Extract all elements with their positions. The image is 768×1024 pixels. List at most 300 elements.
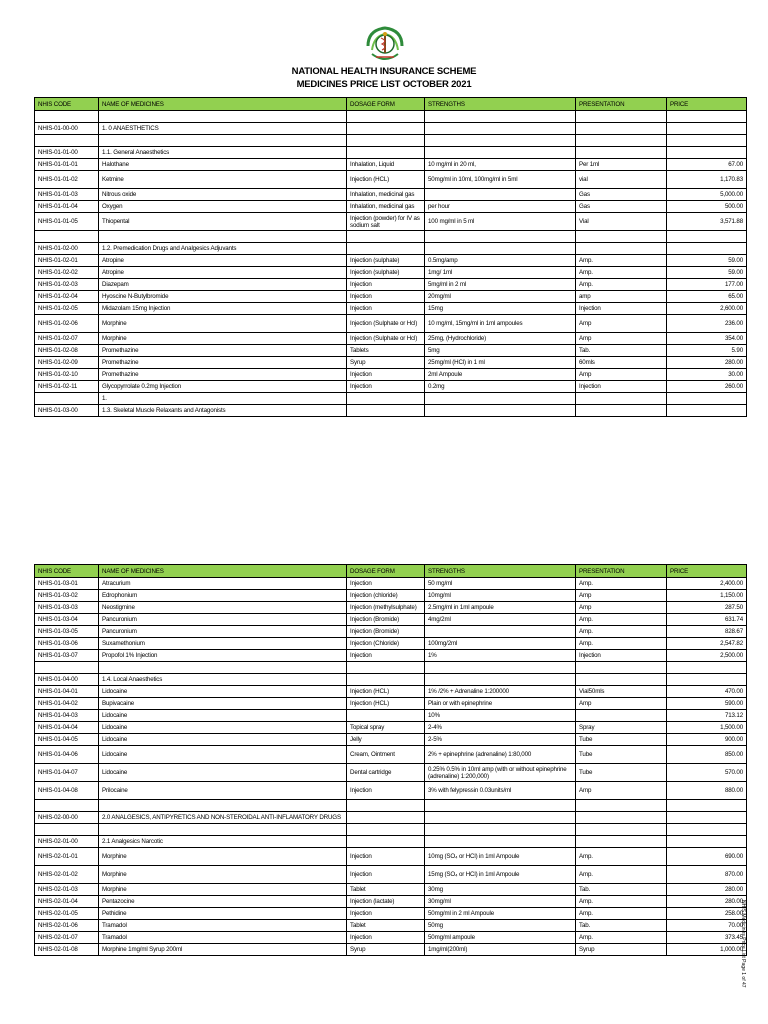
cell-dosage-form: Injection <box>347 369 425 381</box>
cell-dosage-form <box>347 800 425 812</box>
cell-strength: 10 mg/ml, 15mg/ml in 1ml ampoules <box>425 315 576 333</box>
document-subtitle: MEDICINES PRICE LIST OCTOBER 2021 <box>296 79 472 90</box>
cell-code: NHIS-01-01-05 <box>35 213 99 231</box>
cell-price: 880.00 <box>667 782 747 800</box>
table-row <box>35 381 747 393</box>
cell-dosage-form <box>347 147 425 159</box>
cell-name: Neostigmine <box>99 602 347 614</box>
cell-code <box>35 393 99 405</box>
cell-dosage-form: Injection <box>347 303 425 315</box>
cell-strength <box>425 393 576 405</box>
cell-presentation: Tab. <box>576 920 667 932</box>
cell-price <box>667 393 747 405</box>
cell-name: Pethidine <box>99 908 347 920</box>
table-row <box>35 231 747 243</box>
cell-strength: 2.5mg/ml in 1ml ampoule <box>425 602 576 614</box>
cell-dosage-form: Injection <box>347 381 425 393</box>
cell-dosage-form: Dental cartridge <box>347 764 425 782</box>
cell-dosage-form: Injection <box>347 578 425 590</box>
cell-name: Halothane <box>99 159 347 171</box>
cell-price: 900.00 <box>667 734 747 746</box>
cell-dosage-form: Injection (HCL) <box>347 698 425 710</box>
table-row <box>35 638 747 650</box>
cell-strength <box>425 111 576 123</box>
cell-presentation <box>576 800 667 812</box>
cell-price <box>667 405 747 417</box>
cell-presentation <box>576 393 667 405</box>
cell-code: NHIS-01-04-05 <box>35 734 99 746</box>
cell-strength: 10 mg/ml in 20 ml, <box>425 159 576 171</box>
cell-code: NHIS-02-01-03 <box>35 884 99 896</box>
table-row <box>35 369 747 381</box>
document-title: NATIONAL HEALTH INSURANCE SCHEME <box>291 66 477 77</box>
cell-code <box>35 824 99 836</box>
table-row <box>35 662 747 674</box>
col-header-strength: STRENGTHS <box>425 98 576 111</box>
cell-price: 1,150.00 <box>667 590 747 602</box>
cell-presentation <box>576 135 667 147</box>
cell-price <box>667 674 747 686</box>
cell-code: NHIS-02-01-00 <box>35 836 99 848</box>
table-row <box>35 189 747 201</box>
table-row <box>35 279 747 291</box>
cell-code: NHIS-01-02-08 <box>35 345 99 357</box>
cell-presentation <box>576 405 667 417</box>
cell-presentation: Amp <box>576 782 667 800</box>
table-row <box>35 848 747 866</box>
table-row <box>35 201 747 213</box>
cell-dosage-form: Injection (HCL) <box>347 171 425 189</box>
cell-dosage-form: Inhalation, medicinal gas <box>347 189 425 201</box>
table-row <box>35 243 747 255</box>
cell-name: Atropine <box>99 255 347 267</box>
table-row <box>35 123 747 135</box>
cell-strength: 0.25% 0.5% in 10ml amp (with or without epinephrine (adrenaline) 1:200,000) <box>425 764 576 782</box>
cell-code: NHIS-01-03-06 <box>35 638 99 650</box>
cell-code: NHIS-01-02-04 <box>35 291 99 303</box>
cell-code: NHIS-01-04-01 <box>35 686 99 698</box>
cell-code: NHIS-01-03-07 <box>35 650 99 662</box>
table-row <box>35 405 747 417</box>
cell-dosage-form: Injection <box>347 932 425 944</box>
cell-code <box>35 800 99 812</box>
cell-price: 850.00 <box>667 746 747 764</box>
cell-dosage-form: Injection (chloride) <box>347 590 425 602</box>
table-row <box>35 674 747 686</box>
cell-name: Morphine <box>99 315 347 333</box>
cell-dosage-form: Injection (HCL) <box>347 686 425 698</box>
cell-presentation: Amp <box>576 333 667 345</box>
cell-price: 2,600.00 <box>667 303 747 315</box>
cell-strength: 2% + epinephrine (adrenaline) 1:80,000 <box>425 746 576 764</box>
cell-dosage-form <box>347 710 425 722</box>
cell-dosage-form: Injection <box>347 848 425 866</box>
cell-dosage-form: Syrup <box>347 944 425 956</box>
cell-price: 631.74 <box>667 614 747 626</box>
cell-presentation: Amp. <box>576 848 667 866</box>
cell-code: NHIS-01-03-00 <box>35 405 99 417</box>
cell-price: 3,571.88 <box>667 213 747 231</box>
cell-name: Lidocaine <box>99 710 347 722</box>
cell-code: NHIS-01-03-05 <box>35 626 99 638</box>
cell-dosage-form: Injection (powder) for IV as sodium salt <box>347 213 425 231</box>
cell-dosage-form: Injection (Sulphate or Hcl) <box>347 333 425 345</box>
cell-strength: 0.2mg <box>425 381 576 393</box>
cell-strength: 2ml Ampoule <box>425 369 576 381</box>
cell-presentation: Tube <box>576 764 667 782</box>
cell-strength: 10% <box>425 710 576 722</box>
cell-name: Tramadol <box>99 932 347 944</box>
cell-dosage-form: Injection <box>347 291 425 303</box>
cell-presentation <box>576 824 667 836</box>
cell-presentation: vial <box>576 171 667 189</box>
cell-name: Pentazocine <box>99 896 347 908</box>
cell-code: NHIS-01-02-05 <box>35 303 99 315</box>
cell-dosage-form: Topical spray <box>347 722 425 734</box>
cell-name: Bupivacaine <box>99 698 347 710</box>
cell-presentation: Per 1ml <box>576 159 667 171</box>
cell-dosage-form: Jelly <box>347 734 425 746</box>
table-header-row <box>35 98 747 111</box>
cell-presentation: Amp <box>576 315 667 333</box>
nhis-emblem-icon <box>364 24 406 64</box>
cell-price: 280.00 <box>667 896 747 908</box>
cell-name: 2.0 ANALGESICS, ANTIPYRETICS AND NON-STEROIDAL ANTI-INFLAMATORY DRUGS <box>99 812 347 824</box>
cell-presentation: Amp <box>576 369 667 381</box>
cell-code: NHIS-01-02-07 <box>35 333 99 345</box>
cell-name: 1.3. Skeletal Muscle Relaxants and Antagonists <box>99 405 347 417</box>
table-row <box>35 578 747 590</box>
cell-name: Lidocaine <box>99 722 347 734</box>
table-row <box>35 626 747 638</box>
cell-dosage-form: Injection <box>347 866 425 884</box>
cell-name: 2.1 Analgesics Narcotic <box>99 836 347 848</box>
col-header-name: NAME OF MEDICINES <box>99 565 347 578</box>
cell-price: 1,500.00 <box>667 722 747 734</box>
cell-dosage-form: Injection (Bromide) <box>347 614 425 626</box>
cell-code <box>35 135 99 147</box>
table-row <box>35 884 747 896</box>
cell-dosage-form: Tablet <box>347 884 425 896</box>
cell-strength: 15mg (SO₄ or HCl) in 1ml Ampoule <box>425 866 576 884</box>
cell-code: NHIS-02-01-07 <box>35 932 99 944</box>
table-row <box>35 650 747 662</box>
cell-price: 1,170.83 <box>667 171 747 189</box>
cell-strength: 2-5% <box>425 734 576 746</box>
cell-price: 690.00 <box>667 848 747 866</box>
table-row <box>35 213 747 231</box>
cell-name: Promethazine <box>99 357 347 369</box>
cell-dosage-form <box>347 836 425 848</box>
cell-presentation <box>576 674 667 686</box>
cell-name: 1. 0 ANAESTHETICS <box>99 123 347 135</box>
table-row <box>35 764 747 782</box>
cell-code: NHIS-01-02-03 <box>35 279 99 291</box>
cell-dosage-form: Injection (lactate) <box>347 896 425 908</box>
table-row <box>35 147 747 159</box>
cell-code: NHIS-02-01-01 <box>35 848 99 866</box>
col-header-code: NHIS CODE <box>35 565 99 578</box>
cell-name: Oxygen <box>99 201 347 213</box>
cell-name <box>99 111 347 123</box>
cell-code: NHIS-01-02-11 <box>35 381 99 393</box>
cell-strength: 100 mg/ml in 5 ml <box>425 213 576 231</box>
cell-strength <box>425 243 576 255</box>
cell-name: Promethazine <box>99 345 347 357</box>
page-number-note: NHIS Medicines Price List Page 1 of 47 <box>740 900 746 988</box>
cell-presentation <box>576 710 667 722</box>
table-row <box>35 746 747 764</box>
cell-strength <box>425 836 576 848</box>
cell-name: 1.4. Local Anaesthetics <box>99 674 347 686</box>
cell-code: NHIS-01-04-08 <box>35 782 99 800</box>
table-row <box>35 135 747 147</box>
cell-name: Suxamethonium <box>99 638 347 650</box>
cell-strength: 50mg/ml ampoule <box>425 932 576 944</box>
cell-code: NHIS-01-00-00 <box>35 123 99 135</box>
table-row <box>35 111 747 123</box>
cell-presentation: Amp. <box>576 638 667 650</box>
cell-code: NHIS-02-00-00 <box>35 812 99 824</box>
cell-price <box>667 111 747 123</box>
cell-strength: 50 mg/ml <box>425 578 576 590</box>
cell-dosage-form: Injection <box>347 650 425 662</box>
cell-code: NHIS-01-02-02 <box>35 267 99 279</box>
cell-presentation: Tube <box>576 746 667 764</box>
cell-name: Morphine <box>99 333 347 345</box>
cell-presentation: Amp. <box>576 578 667 590</box>
table-row <box>35 734 747 746</box>
col-header-price: PRICE <box>667 98 747 111</box>
cell-name: Tramadol <box>99 920 347 932</box>
cell-presentation: amp <box>576 291 667 303</box>
cell-strength: 30mg <box>425 884 576 896</box>
cell-strength: 3% with felypressin 0.03units/ml <box>425 782 576 800</box>
cell-name: Prilocaine <box>99 782 347 800</box>
cell-strength: 15mg <box>425 303 576 315</box>
table-row <box>35 698 747 710</box>
cell-name: Atropine <box>99 267 347 279</box>
cell-strength <box>425 674 576 686</box>
cell-code: NHIS-02-01-06 <box>35 920 99 932</box>
cell-code: NHIS-02-01-04 <box>35 896 99 908</box>
table-row <box>35 614 747 626</box>
cell-name: Morphine <box>99 866 347 884</box>
cell-code: NHIS-02-01-08 <box>35 944 99 956</box>
cell-presentation: Syrup <box>576 944 667 956</box>
table-row <box>35 908 747 920</box>
cell-name: Midazolam 15mg Injection <box>99 303 347 315</box>
table-row <box>35 345 747 357</box>
cell-strength <box>425 123 576 135</box>
cell-code: NHIS-01-04-02 <box>35 698 99 710</box>
cell-dosage-form: Cream, Ointment <box>347 746 425 764</box>
cell-code: NHIS-01-04-07 <box>35 764 99 782</box>
cell-dosage-form: Tablet <box>347 920 425 932</box>
cell-presentation <box>576 147 667 159</box>
table-row <box>35 866 747 884</box>
cell-presentation <box>576 836 667 848</box>
table-row <box>35 303 747 315</box>
cell-dosage-form: Injection <box>347 908 425 920</box>
cell-presentation <box>576 662 667 674</box>
cell-name: Hyoscine N-Butylbromide <box>99 291 347 303</box>
cell-strength: Plain or with epinephrine <box>425 698 576 710</box>
cell-dosage-form: Injection (Sulphate or Hcl) <box>347 315 425 333</box>
cell-code: NHIS-01-01-04 <box>35 201 99 213</box>
table-row <box>35 393 747 405</box>
cell-dosage-form: Tablets <box>347 345 425 357</box>
cell-price: 2,400.00 <box>667 578 747 590</box>
price-table-2 <box>34 564 747 956</box>
cell-dosage-form: Injection <box>347 782 425 800</box>
table-row <box>35 590 747 602</box>
cell-strength <box>425 662 576 674</box>
cell-price: 65.00 <box>667 291 747 303</box>
cell-dosage-form: Syrup <box>347 357 425 369</box>
cell-name: Morphine <box>99 884 347 896</box>
cell-dosage-form: Injection (methylsulphate) <box>347 602 425 614</box>
cell-price <box>667 812 747 824</box>
cell-dosage-form <box>347 405 425 417</box>
cell-strength: 5mg <box>425 345 576 357</box>
cell-price <box>667 123 747 135</box>
cell-presentation: Amp <box>576 698 667 710</box>
cell-presentation <box>576 812 667 824</box>
cell-code: NHIS-01-04-00 <box>35 674 99 686</box>
cell-strength: 50mg <box>425 920 576 932</box>
cell-dosage-form <box>347 135 425 147</box>
table-row <box>35 836 747 848</box>
cell-name: Pancuronium <box>99 626 347 638</box>
cell-price: 2,500.00 <box>667 650 747 662</box>
cell-strength: 1mg/ml(200ml) <box>425 944 576 956</box>
table-row <box>35 333 747 345</box>
cell-name <box>99 800 347 812</box>
cell-dosage-form <box>347 123 425 135</box>
table-row <box>35 255 747 267</box>
cell-price: 30.00 <box>667 369 747 381</box>
cell-presentation: 60mls <box>576 357 667 369</box>
table-row <box>35 357 747 369</box>
cell-presentation: Amp. <box>576 626 667 638</box>
cell-dosage-form: Injection <box>347 279 425 291</box>
cell-strength <box>425 812 576 824</box>
cell-name <box>99 231 347 243</box>
cell-strength: 50mg/ml in 2 ml Ampoule <box>425 908 576 920</box>
cell-code: NHIS-01-04-03 <box>35 710 99 722</box>
cell-strength <box>425 800 576 812</box>
table-row <box>35 782 747 800</box>
cell-code: NHIS-01-04-06 <box>35 746 99 764</box>
cell-name: 1. <box>99 393 347 405</box>
cell-dosage-form <box>347 812 425 824</box>
cell-name <box>99 662 347 674</box>
col-header-price: PRICE <box>667 565 747 578</box>
cell-strength <box>425 189 576 201</box>
cell-presentation: Amp <box>576 602 667 614</box>
cell-price: 177.00 <box>667 279 747 291</box>
cell-price: 1,000.00 <box>667 944 747 956</box>
cell-strength: 30mg/ml <box>425 896 576 908</box>
cell-name: Morphine 1mg/ml Syrup 200ml <box>99 944 347 956</box>
cell-name <box>99 824 347 836</box>
cell-strength <box>425 135 576 147</box>
cell-price: 258.00 <box>667 908 747 920</box>
cell-strength: 4mg/2ml <box>425 614 576 626</box>
cell-strength: 2-4% <box>425 722 576 734</box>
cell-strength: 10mg (SO₄ or HCl) in 1ml Ampoule <box>425 848 576 866</box>
cell-price: 590.00 <box>667 698 747 710</box>
cell-presentation: Tab. <box>576 345 667 357</box>
cell-price: 5.90 <box>667 345 747 357</box>
cell-strength <box>425 231 576 243</box>
cell-name: Atracurium <box>99 578 347 590</box>
cell-strength <box>425 626 576 638</box>
cell-strength <box>425 405 576 417</box>
cell-price: 373.45 <box>667 932 747 944</box>
cell-price <box>667 824 747 836</box>
cell-price <box>667 243 747 255</box>
table-header-row <box>35 565 747 578</box>
cell-code: NHIS-01-03-03 <box>35 602 99 614</box>
col-header-dosage: DOSAGE FORM <box>347 98 425 111</box>
cell-strength: 50mg/ml in 10ml, 100mg/ml in 5ml <box>425 171 576 189</box>
cell-name: Diazepam <box>99 279 347 291</box>
cell-dosage-form: Injection (sulphate) <box>347 255 425 267</box>
cell-presentation: Amp. <box>576 267 667 279</box>
cell-code: NHIS-01-01-00 <box>35 147 99 159</box>
cell-strength: 20mg/ml <box>425 291 576 303</box>
cell-code: NHIS-01-02-10 <box>35 369 99 381</box>
table-row <box>35 686 747 698</box>
cell-presentation: Injection <box>576 381 667 393</box>
cell-price: 500.00 <box>667 201 747 213</box>
cell-presentation: Gas <box>576 201 667 213</box>
cell-price: 280.00 <box>667 357 747 369</box>
cell-name: Promethazine <box>99 369 347 381</box>
cell-code: NHIS-01-04-04 <box>35 722 99 734</box>
cell-name: Nitrous oxide <box>99 189 347 201</box>
cell-name: Lidocaine <box>99 734 347 746</box>
table-row <box>35 920 747 932</box>
cell-dosage-form: Inhalation, Liquid <box>347 159 425 171</box>
cell-strength: 5mg/ml in 2 ml <box>425 279 576 291</box>
table-row <box>35 824 747 836</box>
cell-name: Propofol 1% Injection <box>99 650 347 662</box>
cell-dosage-form <box>347 231 425 243</box>
table-row <box>35 315 747 333</box>
cell-presentation <box>576 231 667 243</box>
cell-dosage-form <box>347 824 425 836</box>
cell-presentation: Injection <box>576 650 667 662</box>
cell-name: Lidocaine <box>99 746 347 764</box>
cell-code <box>35 111 99 123</box>
cell-presentation: Vial50mls <box>576 686 667 698</box>
table-row <box>35 800 747 812</box>
cell-presentation: Tab. <box>576 884 667 896</box>
cell-presentation: Amp. <box>576 279 667 291</box>
cell-price: 5,000.00 <box>667 189 747 201</box>
col-header-name: NAME OF MEDICINES <box>99 98 347 111</box>
cell-code <box>35 662 99 674</box>
table-row <box>35 291 747 303</box>
cell-code: NHIS-01-03-01 <box>35 578 99 590</box>
cell-price: 870.00 <box>667 866 747 884</box>
cell-code: NHIS-01-01-03 <box>35 189 99 201</box>
cell-code: NHIS-02-01-05 <box>35 908 99 920</box>
cell-price: 354.00 <box>667 333 747 345</box>
